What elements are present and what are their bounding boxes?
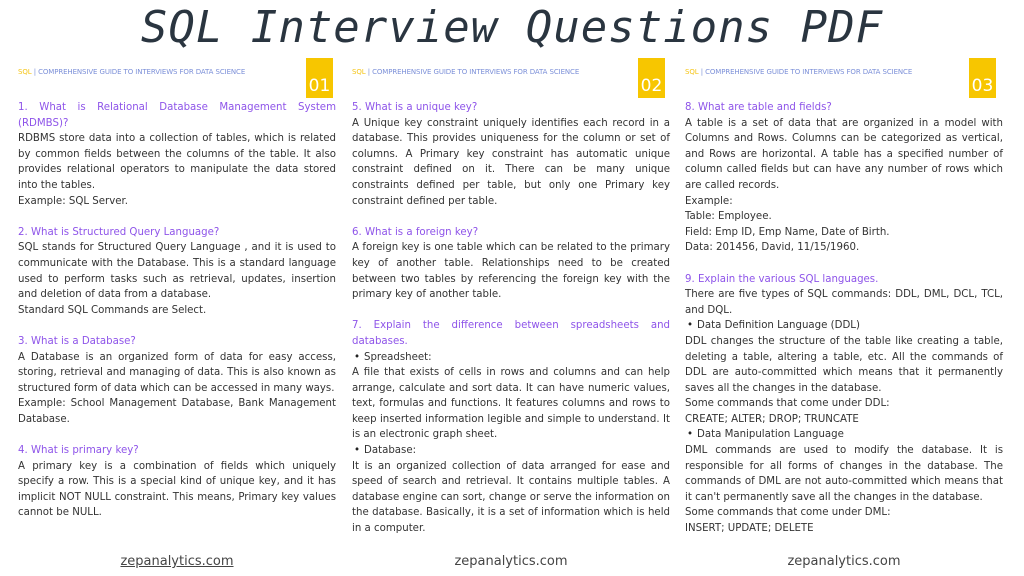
qa-block-8 (685, 100, 1003, 256)
commands-list: CREATE; ALTER; DROP; TRUNCATE (685, 413, 859, 425)
answer-text: SQL stands for Structured Query Language , and it is used to communicate with the Database. This is a standard language used to perform tasks such as retrieval, updates, insertion and deletion of data from a database. (18, 242, 336, 301)
answer-example: Example: SQL Server. (18, 195, 128, 207)
header-subtitle: COMPREHENSIVE GUIDE TO INTERVIEWS FOR DATA SCIENCE (372, 68, 580, 76)
example-data: Data: 201456, David, 11/15/1960. (685, 242, 860, 254)
qa-block-4 (18, 443, 336, 521)
footer-link[interactable] (18, 554, 336, 569)
question-heading: 9. Explain the various SQL languages. (685, 273, 879, 285)
page-title: SQL Interview Questions PDF (140, 2, 884, 53)
footer-text: zepanalytics.com (787, 554, 901, 569)
commands-label: Some commands that come under DML: (685, 507, 891, 519)
question-heading: 1. What is Relational Database Management System (RDMBS)? (18, 102, 336, 129)
header-sql-label: SQL (18, 68, 32, 76)
example-table: Table: Employee. (685, 211, 772, 223)
answer-text: A Database is an organized form of data for easy access, storing, retrieval and managing of data. This is also known as structured form of data which can be accessed in many ways. (18, 351, 336, 394)
answer-text: DDL changes the structure of the table like creating a table, deleting a table, altering a table, etc. All the commands of DDL are auto-committed which means that it permanently saves all the changes in the database. (685, 335, 1003, 394)
header-separator: | (31, 68, 39, 76)
qa-block-6 (352, 225, 670, 303)
footer-text: zepanalytics.com (454, 554, 568, 569)
page-content (352, 100, 670, 552)
answer-text: DML commands are used to modify the database. It is responsible for all forms of changes in the database. The commands of DML are not auto-committed which means that it can't permanently save all the changes in the database. (685, 445, 1003, 503)
example-label: Example: (685, 195, 733, 207)
bullet-item: • Data Definition Language (DDL) (685, 318, 1003, 334)
answer-text: A file that exists of cells in rows and columns and can help arrange, calculate and sort data. It can have numeric values, text, formulas and functions. It features columns and rows to keep inserted information legible and simple to understand. It is an electronic graph sheet. (352, 367, 670, 441)
commands-list: INSERT; UPDATE; DELETE (685, 523, 814, 535)
question-heading: 6. What is a foreign key? (352, 226, 479, 238)
answer-text: A primary key is a combination of fields which uniquely specify a row. This is a special kind of unique key, and it has implicit NOT NULL constraint. This means, Primary key values cannot be NULL. (18, 460, 336, 519)
header-separator: | (365, 68, 373, 76)
qa-block-7 (352, 318, 670, 536)
page-header (685, 68, 912, 76)
page-header (352, 68, 579, 76)
pdf-page-3 (685, 56, 1003, 576)
pdf-page-2 (352, 56, 670, 576)
question-heading: 2. What is Structured Query Language? (18, 226, 220, 238)
page-number-badge: 01 (306, 58, 333, 98)
bullet-item: • Spreadsheet: (352, 350, 670, 366)
page-content (685, 100, 1003, 537)
page-content (18, 100, 336, 537)
answer-example: Example: School Management Database, Bank Management Database. (18, 398, 336, 425)
answer-text: A table is a set of data that are organized in a model with Columns and Rows. Columns can be categorized as vertical, and Rows are horizontal. A table has a specified number of column called fields but can have any number of rows which are called records. (685, 117, 1003, 191)
answer-text: RDBMS store data into a collection of tables, which is related by common fields between the columns of the table. It also provides relational operators to manipulate the data stored into the tables. (18, 133, 336, 191)
qa-block-5 (352, 100, 670, 209)
answer-text: A Unique key constraint uniquely identifies each record in a database. This provides uniqueness for the column or set of columns. A Primary key constraint has automatic unique constraint defined on it. There can be many unique constraints defined per table, but only one Primary key constraint defined per table. (352, 117, 670, 207)
question-heading: 4. What is primary key? (18, 445, 139, 457)
footer-link-text[interactable]: zepanalytics.com (120, 554, 234, 569)
qa-block-3 (18, 334, 336, 428)
answer-intro: There are five types of SQL commands: DDL, DML, DCL, TCL, and DQL. (685, 289, 1003, 316)
qa-block-9 (685, 272, 1003, 537)
header-subtitle: COMPREHENSIVE GUIDE TO INTERVIEWS FOR DATA SCIENCE (705, 68, 913, 76)
page-number-badge: 02 (638, 58, 665, 98)
question-heading: 3. What is a Database? (18, 335, 136, 347)
pdf-page-1 (18, 56, 336, 576)
page-header (18, 68, 245, 76)
bullet-item: • Data Manipulation Language (685, 427, 1003, 443)
answer-example: Standard SQL Commands are Select. (18, 304, 207, 316)
qa-block-2 (18, 225, 336, 319)
qa-block-1 (18, 100, 336, 209)
example-field: Field: Emp ID, Emp Name, Date of Birth. (685, 226, 890, 238)
answer-text: It is an organized collection of data arranged for ease and speed of search and retrieval. It contains multiple tables. A database engine can sort, change or serve the information on the database. Basically, it is a set of information which is held in a computer. (352, 460, 670, 535)
header-sql-label: SQL (352, 68, 366, 76)
header-separator: | (698, 68, 706, 76)
answer-text: A foreign key is one table which can be related to the primary key of another table. Relationships need to be created between two tables by referencing the foreign key with the primary key of another table. (352, 242, 670, 301)
page-number-badge: 03 (969, 58, 996, 98)
commands-label: Some commands that come under DDL: (685, 398, 890, 410)
header-subtitle: COMPREHENSIVE GUIDE TO INTERVIEWS FOR DATA SCIENCE (38, 68, 246, 76)
header-sql-label: SQL (685, 68, 699, 76)
bullet-item: • Database: (352, 443, 670, 459)
question-heading: 8. What are table and fields? (685, 102, 832, 113)
question-heading: 5. What is a unique key? (352, 102, 478, 113)
question-heading: 7. Explain the difference between spreadsheets and databases. (352, 320, 670, 347)
